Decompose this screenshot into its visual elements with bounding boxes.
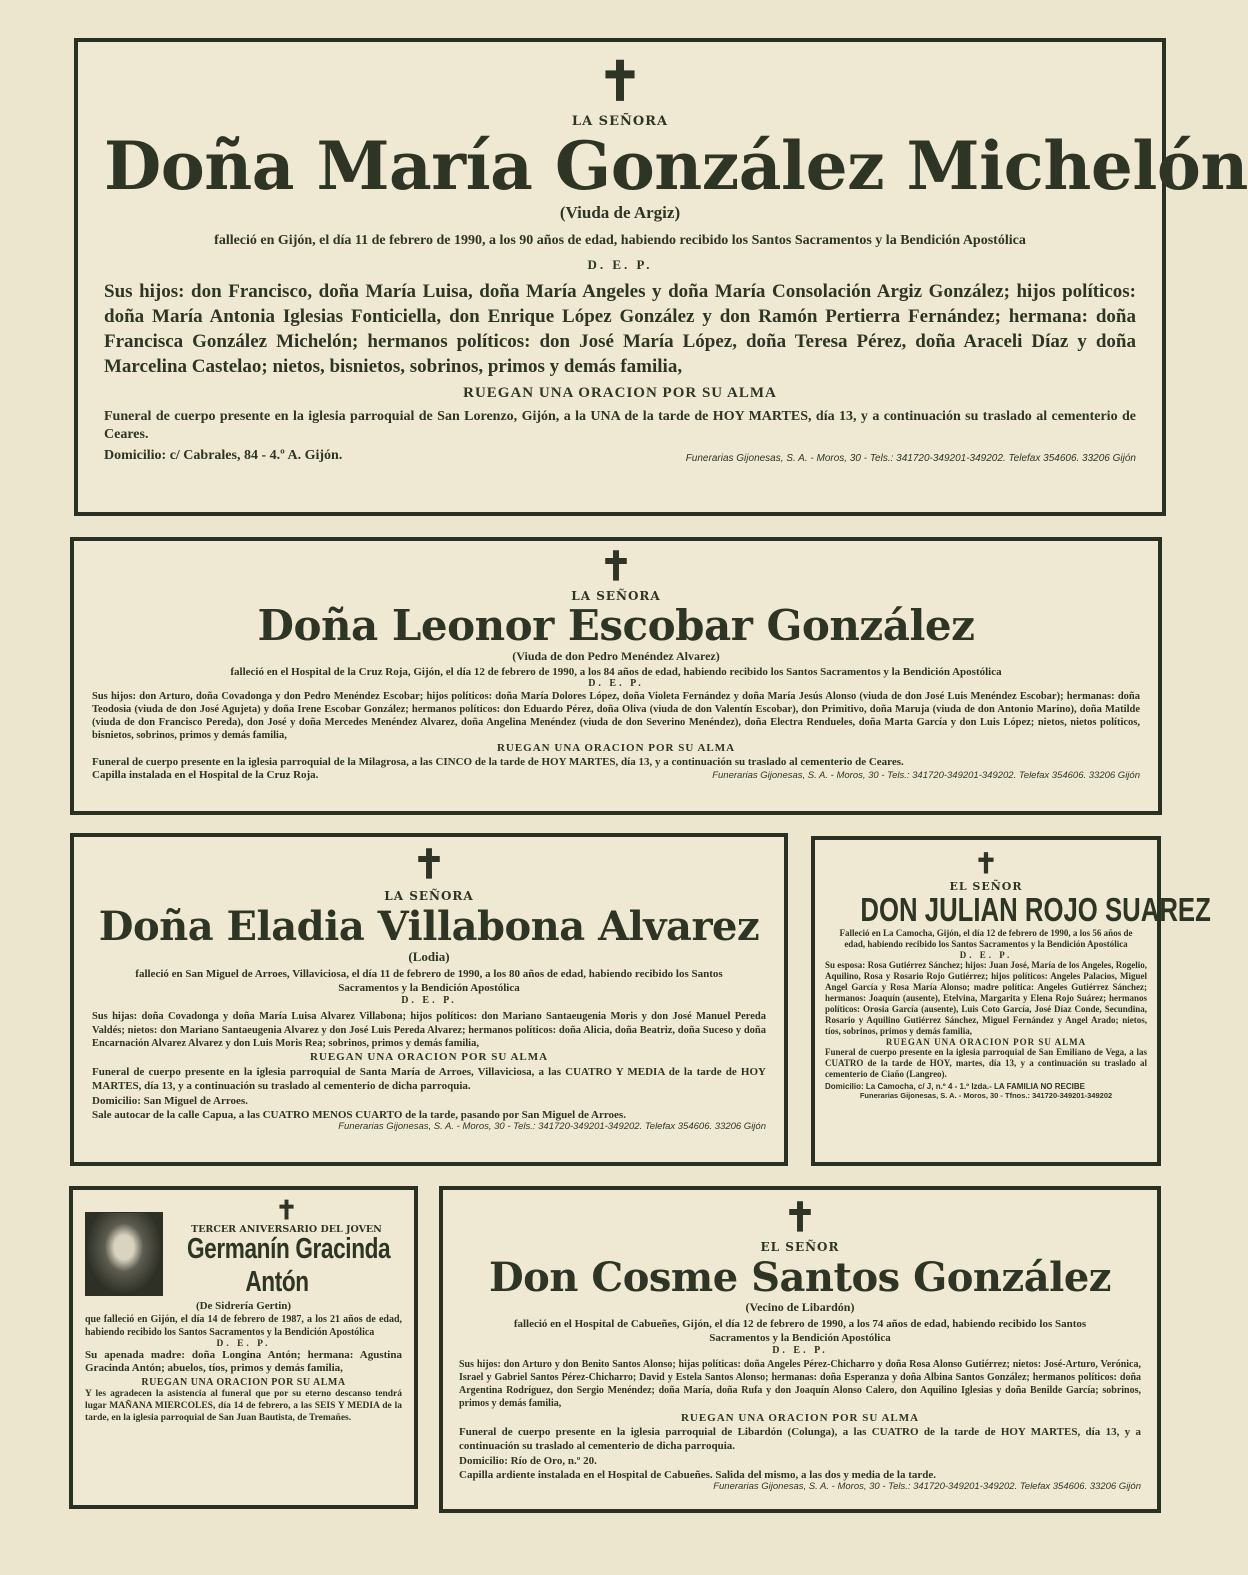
dep-label: D. E. P. bbox=[772, 1345, 828, 1356]
address: Domicilio: c/ Cabrales, 84 - 4.º A. Gijón. bbox=[104, 448, 343, 463]
funeral-details: Y les agradecen la asistencia al funeral que por su eterno descanso tendrá lugar MAÑANA MIERCOLES, día 14 de febrero, a las SEIS Y MEDIA de la tarde, en la iglesia parroquial de San Juan Bautista, de Tremañes. bbox=[85, 1389, 402, 1423]
address: Domicilio: Río de Oro, n.º 20. bbox=[459, 1455, 597, 1467]
funeral-home-footer: Funerarias Gijonesas, S. A. - Moros, 30 - Tfnos.: 341720-349201-349202 bbox=[859, 1091, 1113, 1100]
death-details: falleció en el Hospital de la Cruz Roja, Gijón, el día 12 de febrero de 1990, a los 84 años de edad, habiendo recibido los Santos Sacramentos y la Bendición Apostólica bbox=[230, 666, 1002, 678]
death-details: falleció en San Miguel de Arroes, Villaviciosa, el día 11 de febrero de 1990, a los 80 años de edad, habiendo recibido los Santos Sacramentos y la Bendición Apostólica bbox=[135, 968, 723, 994]
obituary-eladia-villabona-alvarez bbox=[70, 833, 788, 1166]
deceased-name: DON JULIAN ROJO SUAREZ bbox=[860, 891, 1211, 928]
nickname: (Vecino de Libardón) bbox=[745, 1300, 855, 1314]
funeral-home-footer: Funerarias Gijonesas, S. A. - Moros, 30 - Tels.: 341720-349201-349202. Telefax 354606. 33206 Gijón bbox=[713, 1481, 1141, 1492]
nickname: (Viuda de don Pedro Menéndez Alvarez) bbox=[512, 649, 720, 663]
dep-label: D. E. P. bbox=[216, 1339, 271, 1349]
family-list: Sus hijos: don Francisco, doña María Luisa, doña María Angeles y doña María Consolación Argiz González; hijos políticos: doña María Antonia Iglesias Fonticiella, don Enrique López González y don Ramón Pertierra Fernández; hermana: doña Francisca González Michelón; hermanos políticos: don José María López, doña Teresa Pérez, doña Araceli Díaz y doña Marcelina Castelao; nietos, bisnietos, sobrinos, primos y demás familia, bbox=[104, 281, 1136, 377]
prayer-request: RUEGAN UNA ORACION POR SU ALMA bbox=[309, 1050, 549, 1063]
prayer-request: RUEGAN UNA ORACION POR SU ALMA bbox=[463, 385, 777, 401]
funeral-details: Funeral de cuerpo presente en la iglesia parroquial de Santa María de Arroes, Villaviciosa, a las CUATRO Y MEDIA de la tarde de HOY MARTES, día 13, y a continuación su traslado al cementerio de dicha parroquia. bbox=[92, 1065, 766, 1092]
obituary-julian-rojo-suarez bbox=[811, 836, 1211, 1166]
chapel-info: Capilla ardiente instalada en el Hospital de Cabueñes. Salida del mismo, a las dos y media de la tarde. bbox=[459, 1469, 937, 1481]
dep-label: D. E. P. bbox=[587, 257, 653, 272]
family-list: Sus hijas: doña Covadonga y doña María Luisa Alvarez Villabona; hijos políticos: don Mariano Santaeugenia Moris y don José Manuel Pereda Valdés; nietos: don Mariano Santaeugenia Alvarez y don José Luis Pereda Alvarez; hermanos políticos: doña Alicia, doña Beatriz, doña Suceso y doña Encarnación Alvarez Alvarez y don Luis Moris Rea; sobrinos, primos y demás familia, bbox=[92, 1011, 766, 1049]
nickname: (De Sidrería Gertin) bbox=[195, 1300, 292, 1312]
honorific: LA SEÑORA bbox=[571, 589, 661, 603]
cross-icon: ✝ bbox=[599, 543, 633, 590]
dep-label: D. E. P. bbox=[959, 950, 1013, 960]
nickname: (Lodia) bbox=[408, 949, 450, 964]
anniversary-germanin-gracinda-anton bbox=[69, 1186, 418, 1509]
honorific: TERCER ANIVERSARIO DEL JOVEN bbox=[191, 1224, 382, 1235]
deceased-name: Doña Eladia Villabona Alvarez bbox=[98, 903, 760, 950]
deceased-name: Doña Leonor Escobar González bbox=[257, 601, 975, 650]
honorific: EL SEÑOR bbox=[949, 880, 1023, 893]
obituary-leonor-escobar-gonzalez bbox=[70, 537, 1162, 815]
bus-info: Sale autocar de la calle Capua, a las CUATRO MENOS CUARTO de la tarde, pasando por San Miguel de Arroes. bbox=[92, 1108, 626, 1121]
honorific: LA SEÑORA bbox=[571, 114, 669, 129]
deceased-name: Doña María González Michelón bbox=[104, 127, 1248, 205]
nickname: (Viuda de Argiz) bbox=[559, 203, 681, 222]
prayer-request: RUEGAN UNA ORACION POR SU ALMA bbox=[680, 1412, 920, 1424]
death-details: falleció en Gijón, el día 11 de febrero de 1990, a los 90 años de edad, habiendo recibido los Santos Sacramentos y la Bendición Apostólica bbox=[214, 233, 1026, 248]
death-details: Falleció en La Camocha, Gijón, el día 12 de febrero de 1990, a los 56 años de edad, habiendo recibido los Santos Sacramentos y la Bendición Apostólica bbox=[839, 928, 1133, 949]
dep-label: D. E. P. bbox=[401, 995, 457, 1006]
dep-label: D. E. P. bbox=[588, 678, 644, 689]
cross-icon: ✝ bbox=[275, 1196, 298, 1226]
cross-icon: ✝ bbox=[974, 847, 998, 880]
family-list: Su apenada madre: doña Longina Antón; hermana: Agustina Gracinda Antón; abuelos, tíos, primos y demás familia, bbox=[85, 1349, 402, 1374]
death-details: que falleció en Gijón, el día 14 de febrero de 1987, a los 21 años de edad, habiendo recibido los Santos Sacramentos y la Bendición Apostólica bbox=[85, 1314, 402, 1338]
cross-icon: ✝ bbox=[783, 1194, 817, 1241]
funeral-home-footer: Funerarias Gijonesas, S. A. - Moros, 30 - Tels.: 341720-349201-349202. Telefax 354606. 33206 Gijón bbox=[685, 453, 1136, 464]
prayer-request: RUEGAN UNA ORACION POR SU ALMA bbox=[496, 742, 736, 754]
funeral-details: Funeral de cuerpo presente en la iglesia parroquial de Libardón (Colunga), a las CUATRO de la tarde de HOY MARTES, día 13, y a continuación su traslado al cementerio de dicha parroquia. bbox=[459, 1426, 1141, 1452]
cross-icon: ✝ bbox=[412, 841, 446, 888]
prayer-request: RUEGAN UNA ORACION POR SU ALMA bbox=[885, 1037, 1087, 1047]
family-list: Sus hijos: don Arturo, doña Covadonga y don Pedro Menéndez Escobar; hijos políticos: doña María Dolores López, doña Violeta Fernández y doña María Jesús Alonso (viuda de don José Luis Menéndez Escobar); hermanas: doña Teodosia (viuda de don José Agujeta) y doña Irene Escobar González; hermanos políticos: don Eduardo Pérez, doña Oliva (viuda de don Valentín Escobar), don Primitivo, doña Maruja (viuda de don Antonio Marino), doña Matilde (viuda de don Francisco Pereda), don José y doña Mercedes Menéndez Alvarez, doña Angelina Menéndez (viuda de don Severino Menéndez), doña Electra Rendueles, doña Marta García y don Luis López; nietos, nietos políticos, bisnietos, sobrinos, primos y demás familia, bbox=[92, 691, 1140, 741]
family-list: Sus hijos: don Arturo y don Benito Santos Alonso; hijas políticas: doña Angeles Pérez-Chicharro y doña Rosa Alonso Gutiérrez; nietos: José-Arturo, Verónica, Israel y Gabriel Santos Pérez-Chicharro; David y Estela Santos Alonso; hermanas: doña Esperanza y doña Albina Santos González; hermanos políticos: doña Argentina Rodríguez, don Sergio Menéndez; doña María, doña Rufa y don Joaquín Alonso Calero, don Aquilino Iglesias y doña Benilde García; sobrinos, primos y demás familia, bbox=[459, 1359, 1141, 1409]
honorific: LA SEÑORA bbox=[384, 889, 474, 903]
funeral-details: Funeral de cuerpo presente en la iglesia parroquial de San Emiliano de Vega, a las CUATRO de la tarde de HOY, martes, día 13, y a continuación su traslado al cementerio de Ciaño (Langreo). bbox=[825, 1047, 1147, 1079]
address: Domicilio: San Miguel de Arroes. bbox=[92, 1094, 248, 1107]
deceased-name-line2: Antón bbox=[245, 1266, 309, 1298]
address: Domicilio: La Camocha, c/ J, n.º 4 - 1.º Izda.- LA FAMILIA NO RECIBE bbox=[825, 1082, 1085, 1091]
deceased-name-line1: Germanín Gracinda bbox=[186, 1233, 391, 1265]
obituary-maria-gonzalez-michelon bbox=[74, 38, 1248, 516]
funeral-home-footer: Funerarias Gijonesas, S. A. - Moros, 30 - Tels.: 341720-349201-349202. Telefax 354606. 33206 Gijón bbox=[712, 770, 1140, 781]
funeral-home-footer: Funerarias Gijonesas, S. A. - Moros, 30 - Tels.: 341720-349201-349202. Telefax 354606. 33206 Gijón bbox=[338, 1120, 766, 1132]
chapel-info: Capilla instalada en el Hospital de la Cruz Roja. bbox=[92, 769, 319, 781]
cross-icon: ✝ bbox=[597, 49, 643, 113]
obituary-cosme-santos-gonzalez bbox=[439, 1186, 1161, 1513]
deceased-name: Don Cosme Santos González bbox=[488, 1254, 1111, 1301]
family-list: Su esposa: Rosa Gutiérrez Sánchez; hijos: Juan José, María de los Angeles, Rogelio, Aquilino, Rosa y Rosario Rojo Gutiérrez; hijos políticos: Angeles Palacios, Miguel Angel García y Rosa María Alonso; madre política: Angeles Gutiérrez Sánchez; hermanos: Joaquín (ausente), Etelvina, Margarita y Elena Rojo Suárez; hermanos políticos: Orosia García (ausente), Luis Coto García, José Díaz Conde, Secundina, Rosario y Aquilino Gutiérrez Sánchez, Miguel Fernández y Angel Arado; nietos, tíos, sobrinos, primos y demás familia, bbox=[825, 960, 1147, 1036]
honorific: EL SEÑOR bbox=[760, 1240, 840, 1254]
death-details: falleció en el Hospital de Cabueñes, Gijón, el día 12 de febrero de 1990, a los 74 años de edad, habiendo recibido los Santos Sacramentos y la Bendición Apostólica bbox=[513, 1318, 1087, 1344]
funeral-details: Funeral de cuerpo presente en la iglesia parroquial de San Lorenzo, Gijón, a la UNA de la tarde de HOY MARTES, día 13, y a continuación su traslado al cementerio de Ceares. bbox=[104, 409, 1136, 442]
funeral-details: Funeral de cuerpo presente en la iglesia parroquial de la Milagrosa, a las CINCO de la tarde de HOY MARTES, día 13, y a continuación su traslado al cementerio de Ceares. bbox=[92, 756, 904, 768]
prayer-request: RUEGAN UNA ORACION POR SU ALMA bbox=[141, 1377, 346, 1388]
